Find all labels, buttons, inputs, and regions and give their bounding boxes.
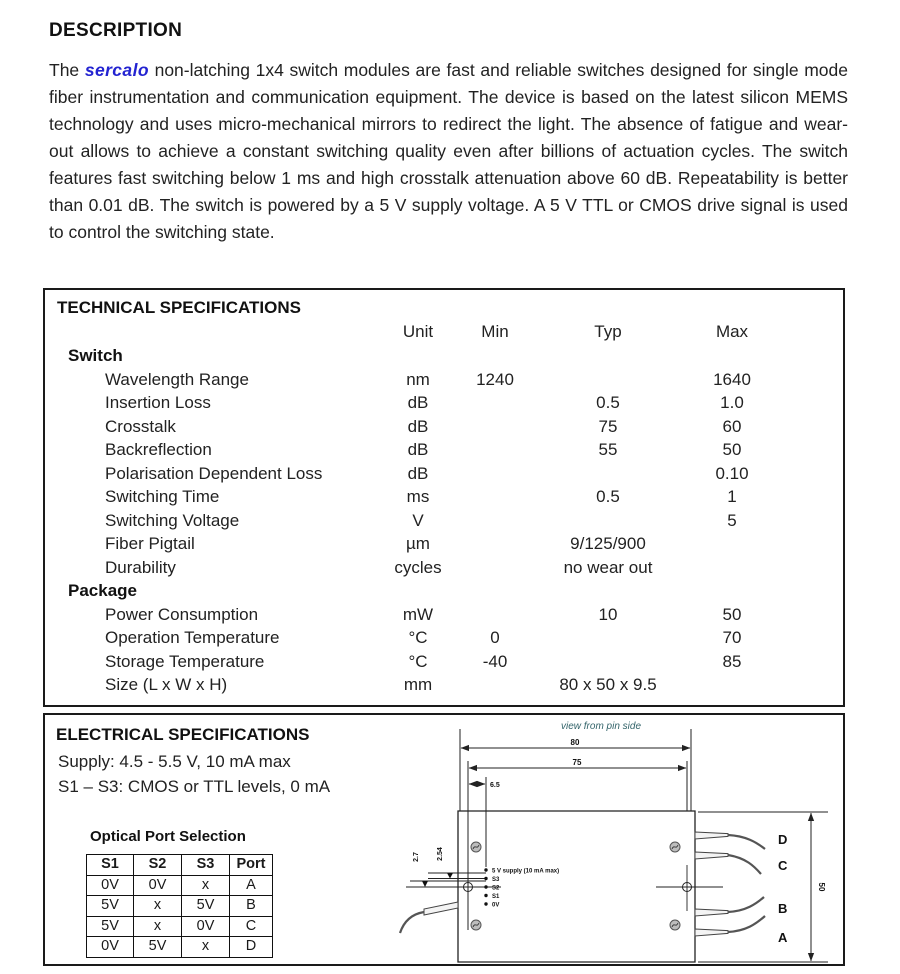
spec-unit: cycles <box>394 557 442 577</box>
technical-specs-table <box>45 320 843 697</box>
port-row <box>87 896 273 917</box>
spec-param: Polarisation Dependent Loss <box>105 463 323 483</box>
dim-50-label: 50 <box>817 882 826 892</box>
port-s1-value: 0V <box>87 937 134 958</box>
port-value: A <box>230 875 273 896</box>
spec-unit: mm <box>403 675 433 694</box>
signal-spec-line: S1 – S3: CMOS or TTL levels, 0 mA <box>58 777 331 796</box>
pin-offset-arrow <box>422 881 428 887</box>
spec-min <box>461 344 529 368</box>
port-s3-value: x <box>182 875 230 896</box>
spec-unit: dB <box>407 463 429 483</box>
spec-unit: nm <box>406 369 430 389</box>
electrical-specifications-box <box>43 713 845 966</box>
description-text-before: The <box>49 60 80 80</box>
optical-port-selection-title: Optical Port Selection <box>90 828 246 845</box>
spec-row <box>45 415 843 439</box>
spec-max: 60 <box>722 416 742 436</box>
pin-label-s2: S2 <box>492 885 500 892</box>
electrical-specifications-title: ELECTRICAL SPECIFICATIONS <box>56 725 310 744</box>
spec-row <box>45 579 843 603</box>
spec-min <box>461 673 529 697</box>
spec-row <box>45 438 843 462</box>
spec-header-max: Max <box>715 322 749 341</box>
spec-min: -40 <box>482 651 508 671</box>
spec-typ: 0.5 <box>596 487 620 506</box>
spec-row <box>45 556 843 580</box>
right-fiber-ferrules <box>695 832 728 936</box>
spec-header-unit: Unit <box>402 322 434 341</box>
port-s1-value: 5V <box>87 916 134 937</box>
spec-param: Switching Voltage <box>105 510 240 530</box>
spec-row <box>45 485 843 509</box>
spec-typ <box>529 626 687 650</box>
spec-param: Switch <box>68 346 123 365</box>
spec-unit: dB <box>407 416 429 436</box>
spec-unit: dB <box>407 393 429 412</box>
spec-typ: 55 <box>598 440 618 459</box>
spec-max <box>687 344 777 368</box>
spec-param: Size (L x W x H) <box>105 675 228 694</box>
dim-75-label: 75 <box>572 758 582 767</box>
port-header-s2: S2 <box>134 855 182 876</box>
spec-max: 1.0 <box>720 393 744 412</box>
optical-port-table <box>86 854 273 958</box>
corner-screw-icon <box>471 842 680 930</box>
spec-min <box>461 532 529 556</box>
spec-header-row <box>45 320 843 344</box>
port-row <box>87 875 273 896</box>
port-s3-value: 0V <box>182 916 230 937</box>
spec-max: 5 <box>727 510 737 530</box>
spec-unit: V <box>412 510 424 530</box>
spec-min <box>461 485 529 509</box>
spec-min: 1240 <box>476 369 514 389</box>
spec-min <box>461 579 529 603</box>
spec-row <box>45 509 843 533</box>
spec-min <box>461 509 529 533</box>
spec-param: Package <box>68 581 137 600</box>
left-fiber <box>400 912 424 933</box>
spec-min <box>461 603 529 627</box>
port-header-row <box>87 855 273 876</box>
spec-min <box>461 415 529 439</box>
spec-param: Crosstalk <box>105 416 176 436</box>
spec-min: 0 <box>490 628 500 647</box>
port-s1-value: 5V <box>87 896 134 917</box>
spec-max: 70 <box>722 628 742 647</box>
port-row <box>87 937 273 958</box>
drawing-title: view from pin side <box>560 721 642 732</box>
dim-2-54-label: 2.54 <box>437 847 444 861</box>
spec-header-typ: Typ <box>594 322 622 341</box>
port-s1-value: 0V <box>87 875 134 896</box>
spec-typ: 80 x 50 x 9.5 <box>559 675 657 694</box>
spec-unit: ms <box>406 487 430 506</box>
spec-row <box>45 462 843 486</box>
spec-param: Durability <box>105 557 176 577</box>
spec-typ <box>529 579 687 603</box>
spec-min <box>461 391 529 415</box>
spec-param: Power Consumption <box>105 604 259 624</box>
mechanical-drawing <box>398 715 845 964</box>
sercalo-logo: sercalo <box>84 60 149 80</box>
pin-pitch-arrow <box>447 873 453 879</box>
spec-unit <box>375 344 461 368</box>
port-label-a: A <box>778 930 788 945</box>
dim-2-7-label: 2.7 <box>413 852 420 862</box>
spec-unit: dB <box>407 440 429 459</box>
spec-max: 50 <box>722 604 742 624</box>
pin-label-s3: S3 <box>492 877 500 883</box>
dim-80-label: 80 <box>570 738 580 747</box>
left-fiber-ferrule <box>424 902 458 915</box>
pin-label-supply: 5 V supply (10 mA max) <box>492 868 560 875</box>
spec-unit: µm <box>406 534 430 553</box>
screw-slot-icon <box>473 845 678 927</box>
description-text-after: non-latching 1x4 switch modules are fast and reliable switches designed for single mode fiber instrumentation and communication equipment. The device is based on the latest silicon MEMS technology and uses micro-mechanical mirrors to redirect the light. The absence of fatigue and wear-out allows to achieve a constant switching quality even after billions of actuation cycles. The switch features fast switching below 1 ms and high crosstalk attenuation above 60 dB. Repeatability is better than 0.01 dB. The switch is powered by a 5 V supply voltage. A 5 V TTL or CMOS drive signal is used to control the switching state. <box>49 60 848 242</box>
dim-6-5-label: 6.5 <box>490 782 500 789</box>
spec-typ <box>529 509 687 533</box>
spec-unit: °C <box>408 651 428 671</box>
spec-param: Backreflection <box>105 440 212 459</box>
spec-param: Storage Temperature <box>105 651 265 671</box>
spec-max <box>687 556 777 580</box>
spec-max <box>687 579 777 603</box>
spec-max <box>687 673 777 697</box>
spec-row <box>45 626 843 650</box>
port-label-c: C <box>778 858 788 873</box>
port-label-b: B <box>778 901 788 916</box>
spec-typ: 9/125/900 <box>570 534 646 553</box>
technical-specifications-title: TECHNICAL SPECIFICATIONS <box>57 298 301 317</box>
port-s2-value: x <box>134 896 182 917</box>
spec-param: Operation Temperature <box>105 628 280 647</box>
port-s2-value: 0V <box>134 875 182 896</box>
spec-typ <box>529 368 687 392</box>
port-row <box>87 916 273 937</box>
spec-min <box>461 462 529 486</box>
pin-label-s1: S1 <box>492 894 500 900</box>
pin-label-0v: 0V <box>492 902 500 909</box>
port-s2-value: 5V <box>134 937 182 958</box>
description-heading: DESCRIPTION <box>49 20 183 41</box>
spec-max <box>687 532 777 556</box>
port-header-s3: S3 <box>182 855 230 876</box>
spec-min <box>461 438 529 462</box>
port-header-port: Port <box>230 855 273 876</box>
spec-row <box>45 391 843 415</box>
spec-param: Switching Time <box>105 487 220 506</box>
port-s3-value: 5V <box>182 896 230 917</box>
spec-row <box>45 603 843 627</box>
spec-typ <box>529 344 687 368</box>
spec-param: Wavelength Range <box>105 369 249 389</box>
spec-row <box>45 532 843 556</box>
spec-max: 0.10 <box>715 463 749 483</box>
spec-max: 1640 <box>713 369 751 389</box>
right-fibers <box>728 835 765 932</box>
spec-typ: 10 <box>598 604 618 624</box>
spec-row <box>45 650 843 674</box>
spec-max: 85 <box>722 651 742 671</box>
technical-specifications-box <box>43 288 845 707</box>
spec-typ <box>529 650 687 674</box>
spec-header-empty <box>45 320 375 344</box>
supply-spec-line: Supply: 4.5 - 5.5 V, 10 mA max <box>58 752 291 771</box>
port-value: D <box>230 937 273 958</box>
spec-param: Fiber Pigtail <box>105 534 195 553</box>
spec-typ: 0.5 <box>596 393 620 412</box>
spec-typ: 75 <box>598 416 618 436</box>
port-s3-value: x <box>182 937 230 958</box>
spec-unit <box>375 579 461 603</box>
spec-min <box>461 556 529 580</box>
port-label-d: D <box>778 832 788 847</box>
spec-max: 50 <box>722 440 742 459</box>
pin-dots <box>484 868 487 905</box>
spec-typ: no wear out <box>563 557 653 577</box>
spec-row <box>45 368 843 392</box>
port-header-s1: S1 <box>87 855 134 876</box>
spec-row <box>45 344 843 368</box>
port-s2-value: x <box>134 916 182 937</box>
spec-typ <box>529 462 687 486</box>
description-paragraph <box>49 57 848 246</box>
spec-unit: °C <box>408 628 428 647</box>
spec-header-min: Min <box>481 322 509 341</box>
spec-max: 1 <box>727 487 737 506</box>
spec-row <box>45 673 843 697</box>
spec-unit: mW <box>402 604 434 624</box>
port-value: B <box>230 896 273 917</box>
spec-param: Insertion Loss <box>105 393 211 412</box>
port-value: C <box>230 916 273 937</box>
